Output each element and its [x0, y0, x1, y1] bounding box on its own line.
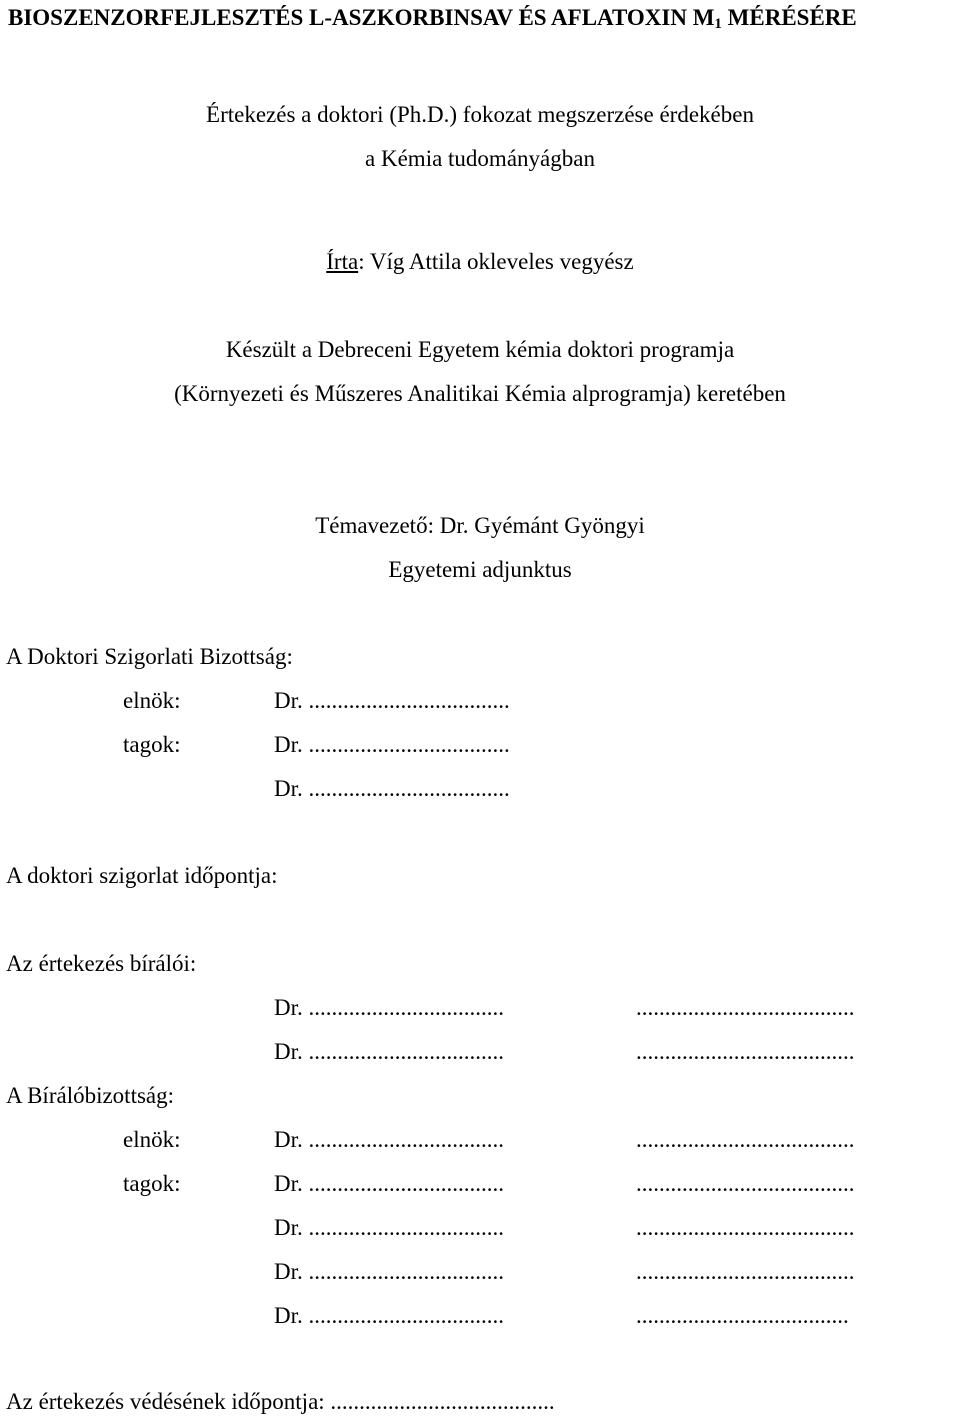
review-member-4-signature: ..................................... [636, 1303, 849, 1328]
reviewer-1-name: Dr. .................................. [274, 995, 504, 1020]
thesis-purpose-line-2: a Kémia tudományágban [365, 146, 595, 171]
reviewers-heading: Az értekezés bírálói: [6, 951, 197, 976]
review-members-label: tagok: [123, 1171, 181, 1196]
review-chair-signature: ...................................... [636, 1127, 855, 1152]
review-chair-name: Dr. .................................. [274, 1127, 504, 1152]
review-member-4-name: Dr. .................................. [274, 1303, 504, 1328]
review-member-2-signature: ...................................... [636, 1215, 855, 1240]
supervisor-line: Témavezető: Dr. Gyémánt Gyöngyi [315, 513, 645, 538]
review-committee-heading: A Bírálóbizottság: [6, 1083, 175, 1108]
author-line [0, 248, 960, 276]
review-member-1-signature: ...................................... [636, 1171, 855, 1196]
reviewer-1-signature: ...................................... [636, 995, 855, 1020]
review-member-3-signature: ...................................... [636, 1259, 855, 1284]
review-member-1-name: Dr. .................................. [274, 1171, 504, 1196]
supervisor-title: Egyetemi adjunktus [388, 557, 572, 582]
reviewer-2-signature: ...................................... [636, 1039, 855, 1064]
exam-chair-field: Dr. ................................... [274, 688, 510, 713]
document-title [8, 4, 857, 32]
exam-committee-heading: A Doktori Szigorlati Bizottság: [6, 644, 293, 669]
reviewer-2-name: Dr. .................................. [274, 1039, 504, 1064]
defense-date-label: Az értekezés védésének időpontja: ....................................... [6, 1389, 555, 1414]
author-text: : Víg Attila okleveles vegyész [358, 249, 634, 274]
program-line-2: (Környezeti és Műszeres Analitikai Kémia alprogramja) keretében [174, 381, 786, 406]
program-line-1: Készült a Debreceni Egyetem kémia doktori programja [225, 337, 735, 362]
exam-chair-label: elnök: [123, 688, 181, 713]
exam-members-label: tagok: [123, 732, 181, 757]
review-member-2-name: Dr. .................................. [274, 1215, 504, 1240]
author-label: Írta [326, 249, 359, 274]
exam-date-label: A doktori szigorlat időpontja: [6, 863, 278, 888]
exam-member-1-field: Dr. ................................... [274, 732, 510, 757]
thesis-purpose-line-1: Értekezés a doktori (Ph.D.) fokozat megszerzése érdekében [206, 102, 754, 127]
exam-member-2-field: Dr. ................................... [274, 776, 510, 801]
title-main: BIOSZENZORFEJLESZTÉS L-ASZKORBINSAV ÉS AFLATOXIN M [8, 5, 715, 30]
title-tail: MÉRÉSÉRE [721, 5, 857, 30]
review-chair-label: elnök: [123, 1127, 181, 1152]
title-subscript: 1 [714, 16, 722, 32]
review-member-3-name: Dr. .................................. [274, 1259, 504, 1284]
